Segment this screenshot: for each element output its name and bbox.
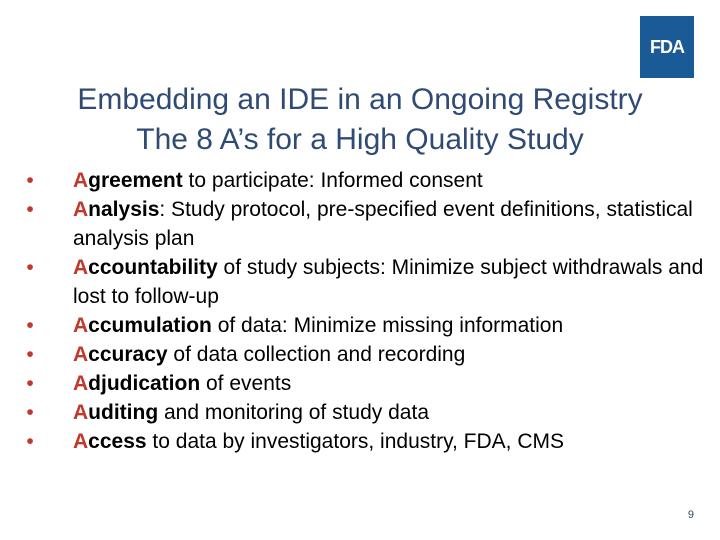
item-initial: A <box>73 372 89 395</box>
item-text: and monitoring of study data <box>158 401 429 424</box>
bullet-icon: • <box>26 198 34 221</box>
list-item <box>20 195 710 253</box>
page-number: 9 <box>687 509 694 521</box>
item-initial: A <box>73 256 89 279</box>
item-initial: A <box>73 430 89 453</box>
item-text: of study subjects: Minimize subject withdrawals and lost to follow-up <box>73 256 704 308</box>
item-keyword: ccess <box>88 430 147 453</box>
item-text: : Study protocol, pre-specified event definitions, statistical analysis plan <box>73 198 693 250</box>
item-keyword: ccountability <box>88 256 218 279</box>
bullet-list <box>20 166 710 456</box>
bullet-icon: • <box>26 169 34 192</box>
item-initial: A <box>73 169 89 192</box>
bullet-icon: • <box>26 256 34 279</box>
item-keyword: djudication <box>88 372 201 395</box>
bullet-icon: • <box>26 401 34 424</box>
fda-logo <box>640 16 694 78</box>
item-initial: A <box>73 343 89 366</box>
item-keyword: ccumulation <box>88 314 212 337</box>
list-item <box>20 311 710 340</box>
item-initial: A <box>73 314 89 337</box>
slide-title <box>30 80 690 160</box>
item-text: to participate: Informed consent <box>182 169 483 192</box>
item-keyword: uditing <box>88 401 159 424</box>
title-line-2: The 8 A’s for a High Quality Study <box>136 123 584 156</box>
fda-logo-text: FDA <box>650 36 684 57</box>
item-text: to data by investigators, industry, FDA, CMS <box>146 430 565 453</box>
bullet-icon: • <box>26 372 34 395</box>
bullet-icon: • <box>26 314 34 337</box>
item-initial: A <box>73 401 89 424</box>
item-initial: A <box>73 198 89 221</box>
title-line-1: Embedding an IDE in an Ongoing Registry <box>77 83 643 116</box>
item-text: of data: Minimize missing information <box>211 314 564 337</box>
item-text: of data collection and recording <box>167 343 466 366</box>
list-item <box>20 253 710 311</box>
item-keyword: nalysis <box>88 198 160 221</box>
item-keyword: greement <box>88 169 183 192</box>
bullet-icon: • <box>26 430 34 453</box>
list-item <box>20 166 710 195</box>
list-item <box>20 427 710 456</box>
item-text: of events <box>200 372 292 395</box>
bullet-icon: • <box>26 343 34 366</box>
list-item <box>20 340 710 369</box>
list-item <box>20 369 710 398</box>
item-keyword: ccuracy <box>88 343 168 366</box>
list-item <box>20 398 710 427</box>
